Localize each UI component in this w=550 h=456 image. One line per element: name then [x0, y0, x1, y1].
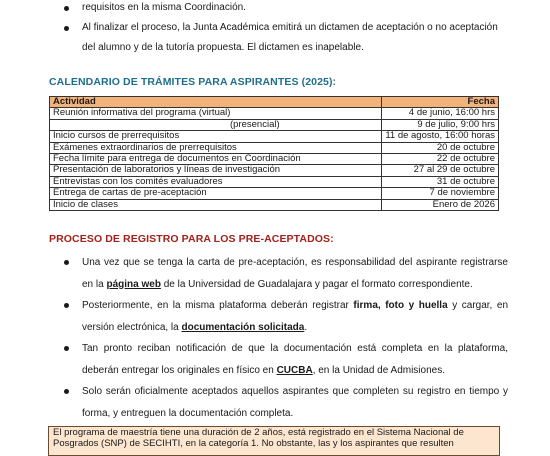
list-item-text: Una vez que se tenga la carta de pre-aceptación, es responsabilidad del aspirante registrarse en la [82, 257, 508, 290]
registration-section-title: PROCESO DE REGISTRO PARA LOS PRE-ACEPTADOS: [49, 233, 334, 245]
cucba-link[interactable]: CUCBA [276, 364, 313, 376]
list-item-text: y cargar, en versión electrónica, la [82, 300, 509, 333]
program-note-box [48, 426, 500, 456]
table-row [50, 199, 499, 210]
university-webpage-link[interactable]: página web [106, 278, 161, 290]
activity-cell: Entrega de cartas de pre-aceptación [50, 188, 382, 199]
list-item-text: Al finalizar el proceso, la Junta Académica emitirá un dictamen de aceptación o no aceptación del alumno y de la tutoría propuesta. El dictamen es inapelable. [82, 22, 498, 53]
list-item [62, 252, 508, 295]
date-cell: 4 de junio, 16:00 hrs [382, 108, 499, 119]
date-cell: 20 de octubre [382, 142, 499, 153]
requirements-list [62, 0, 502, 58]
table-row [50, 165, 499, 176]
list-item [62, 18, 502, 58]
emphasis-text: firma, foto y huella [353, 300, 448, 311]
date-cell: 7 de noviembre [382, 188, 499, 199]
date-cell: 31 de octubre [382, 176, 499, 187]
activity-cell: Inicio de clases [50, 199, 382, 210]
note-text: El programa de maestría tiene una duración de 2 años, está registrado en el Sistema Nacional de Posgrados (SNP) de SECIHTI, en la categoría 1. No obstante, las y los aspirantes que resulten [53, 427, 464, 449]
table-row [50, 154, 499, 165]
list-item [62, 0, 502, 18]
table-row [50, 119, 499, 130]
table-row [50, 108, 499, 119]
table-row [50, 131, 499, 142]
date-cell: 9 de julio, 9:00 hrs [382, 119, 499, 130]
activity-cell: Presentación de laboratorios y líneas de investigación [50, 165, 382, 176]
column-header-date: Fecha [382, 97, 499, 108]
required-documents-link[interactable]: documentación solicitada [181, 321, 305, 333]
date-cell: 27 al 29 de octubre [382, 165, 499, 176]
calendar-table [49, 96, 499, 211]
calendar-section-title: CALENDARIO DE TRÁMITES PARA ASPIRANTES (2025): [49, 76, 337, 88]
activity-cell: Fecha límite para entrega de documentos en Coordinación [50, 154, 382, 165]
activity-cell: Inicio cursos de prerrequisitos [50, 131, 382, 142]
list-item [62, 381, 508, 424]
activity-cell: Entrevistas con los comités evaluadores [50, 176, 382, 187]
list-item-text: Tan pronto reciban notificación de que la documentación está completa en la plataforma, deberán entregar los originales en físico en [82, 343, 508, 376]
column-header-activity: Actividad [50, 97, 382, 108]
activity-cell: Reunión informativa del programa (virtual) [50, 108, 382, 119]
activity-cell: Exámenes extraordinarios de prerrequisitos [50, 142, 382, 153]
date-cell: 11 de agosto, 16:00 horas [382, 131, 499, 142]
list-item-text: Solo serán oficialmente aceptados aquellos aspirantes que completen su registro en tiempo y forma, y entreguen la documentación completa. [82, 386, 508, 419]
date-cell: 22 de octubre [382, 154, 499, 165]
activity-cell: (presencial) [50, 119, 382, 130]
table-row [50, 142, 499, 153]
date-cell: Enero de 2026 [382, 199, 499, 210]
registration-steps-list [62, 252, 508, 424]
table-row [50, 188, 499, 199]
table-header-row [50, 97, 499, 108]
list-item-text: Posteriormente, en la misma plataforma deberán registrar [82, 300, 354, 311]
table-row [50, 176, 499, 187]
list-item-text: de la Universidad de Guadalajara y pagar el formato correspondiente. [160, 278, 473, 290]
list-item-text: , en la Unidad de Admisiones. [312, 364, 445, 376]
list-item [62, 338, 508, 381]
list-item-text: . [304, 321, 308, 333]
list-item-text: requisitos en la misma Coordinación. [82, 2, 246, 13]
list-item [62, 295, 508, 338]
